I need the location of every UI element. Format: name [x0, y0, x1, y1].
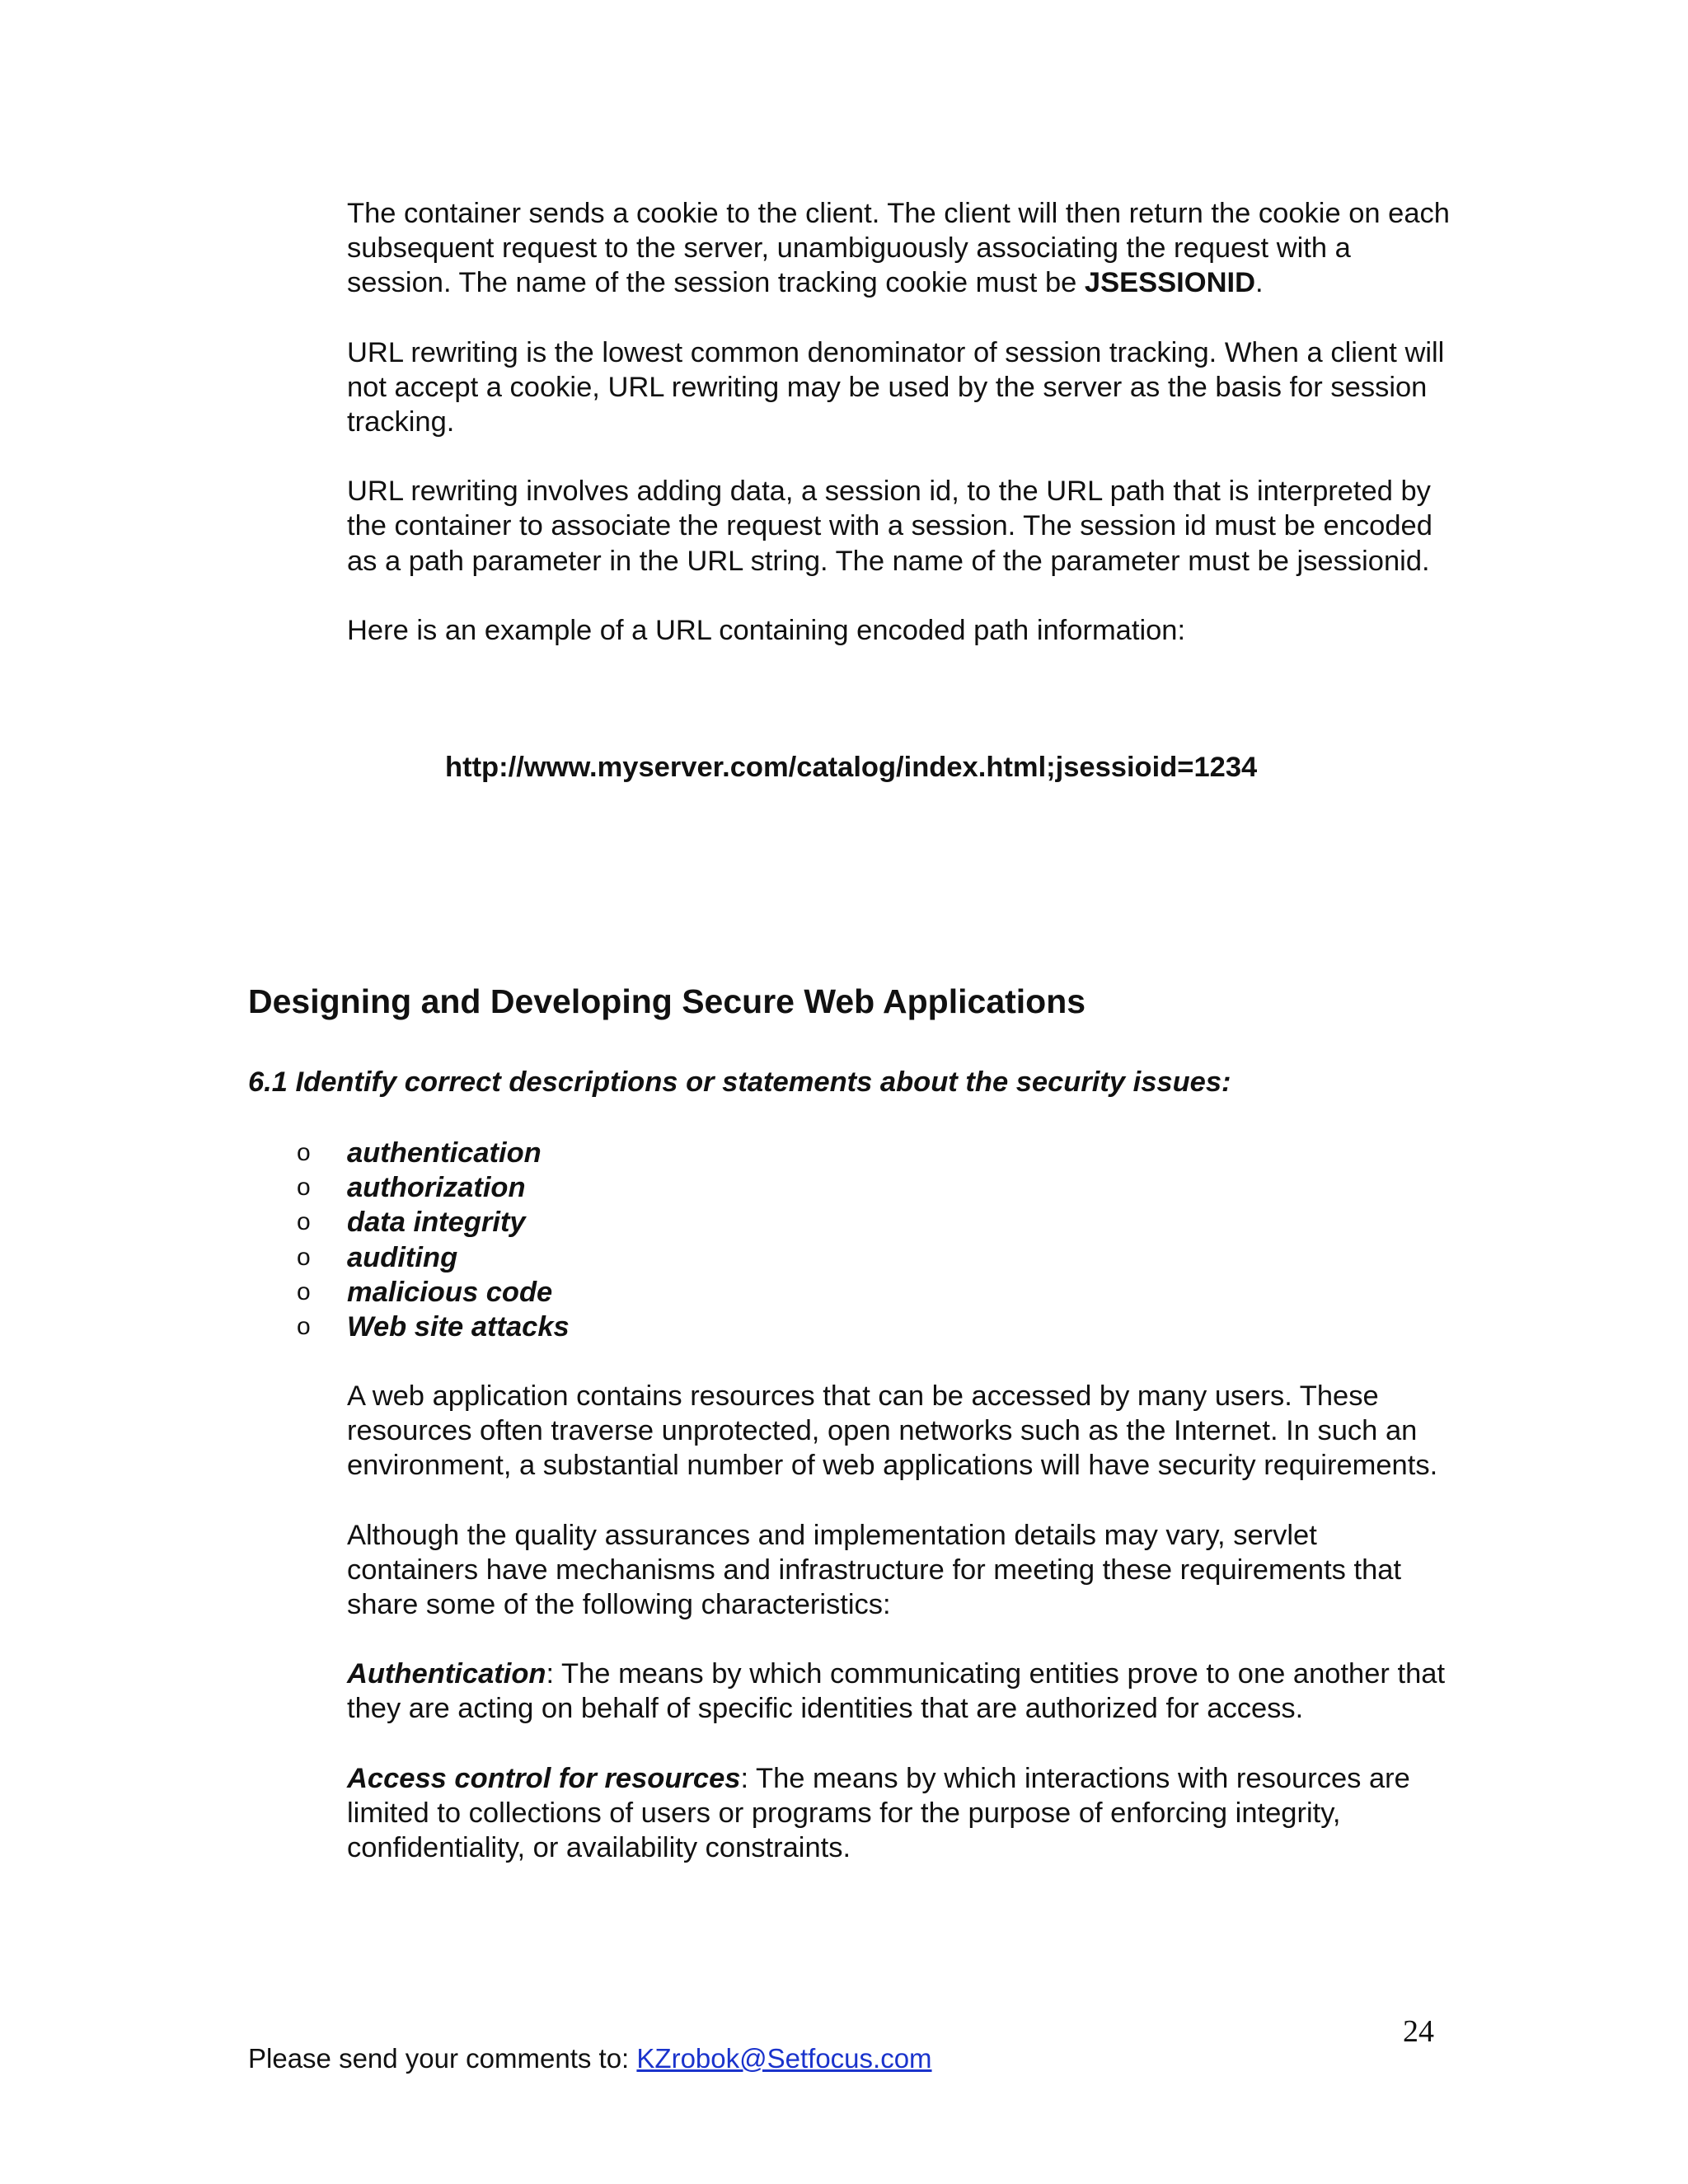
bullet-icon: o	[297, 1277, 311, 1305]
bullet-icon: o	[297, 1174, 311, 1202]
list-item-text: data integrity	[347, 1207, 526, 1239]
cookie-name: JSESSIONID	[1084, 267, 1255, 299]
bullet-icon: o	[297, 1243, 311, 1271]
security-paragraph-2: Although the quality assurances and implementation details may vary, servlet containers have mechanisms and infrastructure for meeting these requirements that share some of the following characteristics:	[347, 1519, 1402, 1621]
access-control-paragraph	[347, 1761, 1451, 1866]
list-item-text: authentication	[347, 1137, 542, 1169]
page-number: 24	[1403, 2014, 1434, 2049]
security-text-block	[347, 1379, 1451, 1865]
list-item-text: malicious code	[347, 1276, 553, 1308]
objective-statement: 6.1 Identify correct descriptions or statements about the security issues:	[248, 1066, 1231, 1098]
bullet-icon: o	[297, 1208, 311, 1236]
footer-email-link[interactable]: KZrobok@Setfocus.com	[636, 2043, 932, 2074]
cookie-paragraph-text: The container sends a cookie to the client. The client will then return the cookie on each subsequent request to the server, unambiguously associating the request with a session. The name of the session tracking cookie must be	[347, 198, 1450, 299]
bullet-icon: o	[297, 1312, 311, 1340]
url-rewriting-paragraph-1: URL rewriting is the lowest common denominator of session tracking. When a client will not accept a cookie, URL rewriting may be used by the server as the basis for session tracking.	[347, 336, 1445, 438]
list-item-text: Web site attacks	[347, 1310, 570, 1343]
footer-text: Please send your comments to:	[248, 2043, 637, 2074]
authentication-definition: : The means by which communicating entities prove to one another that they are acting on behalf of specific identities that are authorized for access.	[347, 1658, 1446, 1725]
footer	[248, 2042, 932, 2075]
section-heading: Designing and Developing Secure Web Applications	[248, 982, 1086, 1020]
example-intro: Here is an example of a URL containing encoded path information:	[347, 614, 1186, 646]
url-rewriting-paragraph-2: URL rewriting involves adding data, a session id, to the URL path that is interpreted by the container to associate the request with a session. The session id must be encoded as a path parameter in the URL string. The name of the parameter must be jsessionid.	[347, 476, 1432, 577]
authentication-paragraph	[347, 1657, 1451, 1726]
session-text-block	[347, 196, 1451, 648]
list-item-text: auditing	[347, 1241, 458, 1273]
authentication-term: Authentication	[347, 1658, 546, 1690]
security-paragraph-1: A web application contains resources that can be accessed by many users. These resources often traverse unprotected, open networks such as the Internet. In such an environment, a substantial number of web applications will have security requirements.	[347, 1380, 1438, 1482]
cookie-paragraph	[347, 196, 1451, 301]
cookie-paragraph-end: .	[1255, 267, 1264, 299]
access-control-definition: : The means by which interactions with resources are limited to collections of users or programs for the purpose of enforcing integrity, confidentiality, or availability constraints.	[347, 1762, 1410, 1864]
example-url: http://www.myserver.com/catalog/index.html;jsessioid=1234	[445, 752, 1258, 783]
access-control-term: Access control for resources	[347, 1762, 741, 1794]
bullet-icon: o	[297, 1139, 311, 1166]
list-item-text: authorization	[347, 1172, 526, 1204]
